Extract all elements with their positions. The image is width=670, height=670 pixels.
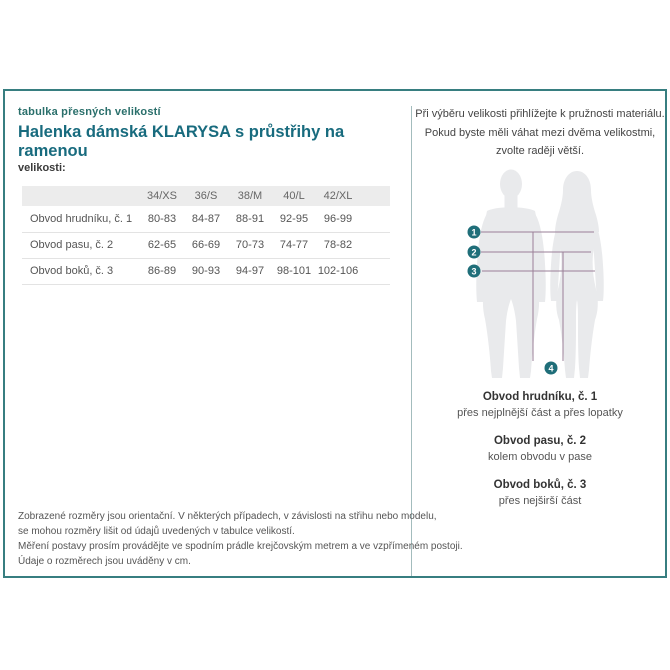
marker-4-number: 4 [548,363,554,374]
table-cell: 62-65 [140,232,184,258]
legend-item [413,434,667,465]
legend-description: přes nejplnější část a přes lopatky [457,407,623,419]
table-cell: 98-101 [272,258,316,284]
size-advice [413,105,667,161]
size-table-filler-cell [360,186,390,206]
advice-line: zvolte raději větší. [495,145,585,157]
size-column-header: 42/XL [316,186,360,206]
table-row [22,258,390,284]
table-cell: 102-106 [316,258,360,284]
marker-1-number: 1 [471,227,477,238]
note-line: se mohou rozměry lišit od údajů uvedených v tabulce velikostí. [18,526,295,537]
male-silhouette [476,170,546,379]
size-column-header: 38/M [228,186,272,206]
table-row [22,206,390,232]
legend-title: Obvod boků, č. 3 [493,479,587,491]
size-column-header: 40/L [272,186,316,206]
note-line: Údaje o rozměrech jsou uváděny v cm. [18,556,191,567]
advice-line: Při výběru velikosti přihlížejte k pružnosti materiálu. [415,108,665,120]
body-measurement-diagram [411,158,667,390]
legend-title: Obvod hrudníku, č. 1 [482,391,598,403]
size-table-header-row [22,186,390,206]
product-title: Halenka dámská KLARYSA s průstřihy na ramenou [18,123,345,160]
note-line: Měření postavy prosím provádějte ve spodním prádle krejčovským metrem a ve vzpřímeném postoji. [18,541,463,552]
table-cell: 88-91 [228,206,272,232]
table-row [22,232,390,258]
size-column-header: 34/XS [140,186,184,206]
table-cell: 96-99 [316,206,360,232]
table-cell: 90-93 [184,258,228,284]
female-silhouette [550,171,604,378]
legend-description: přes nejširší část [498,495,582,507]
table-cell: 70-73 [228,232,272,258]
table-cell: 86-89 [140,258,184,284]
row-label: Obvod pasu, č. 2 [22,232,140,258]
sizes-label: velikosti: [18,162,66,174]
table-cell: 94-97 [228,258,272,284]
table-filler-cell [360,232,390,258]
marker-3-number: 3 [471,266,477,277]
note-line: Zobrazené rozměry jsou orientační. V některých případech, v závislosti na střihu nebo modelu, [18,511,437,522]
size-table [22,186,390,285]
table-eyebrow-label: tabulka přesných velikostí [18,106,161,118]
advice-line: Pokud byste měli váhat mezi dvěma velikostmi, [424,126,656,139]
row-label: Obvod hrudníku, č. 1 [22,206,140,232]
table-cell: 92-95 [272,206,316,232]
row-label: Obvod boků, č. 3 [22,258,140,284]
legend-item [413,390,667,421]
table-cell: 84-87 [184,206,228,232]
table-filler-cell [360,258,390,284]
legend-description: kolem obvodu v pase [488,451,592,463]
legend-title: Obvod pasu, č. 2 [493,435,587,447]
table-cell: 66-69 [184,232,228,258]
table-filler-cell [360,206,390,232]
table-cell: 74-77 [272,232,316,258]
measurement-notes [18,509,463,569]
measurement-legend [413,390,667,509]
size-table-corner-cell [22,186,140,206]
table-cell: 80-83 [140,206,184,232]
marker-2-number: 2 [471,247,477,258]
size-column-header: 36/S [184,186,228,206]
table-cell: 78-82 [316,232,360,258]
legend-item [413,478,667,509]
